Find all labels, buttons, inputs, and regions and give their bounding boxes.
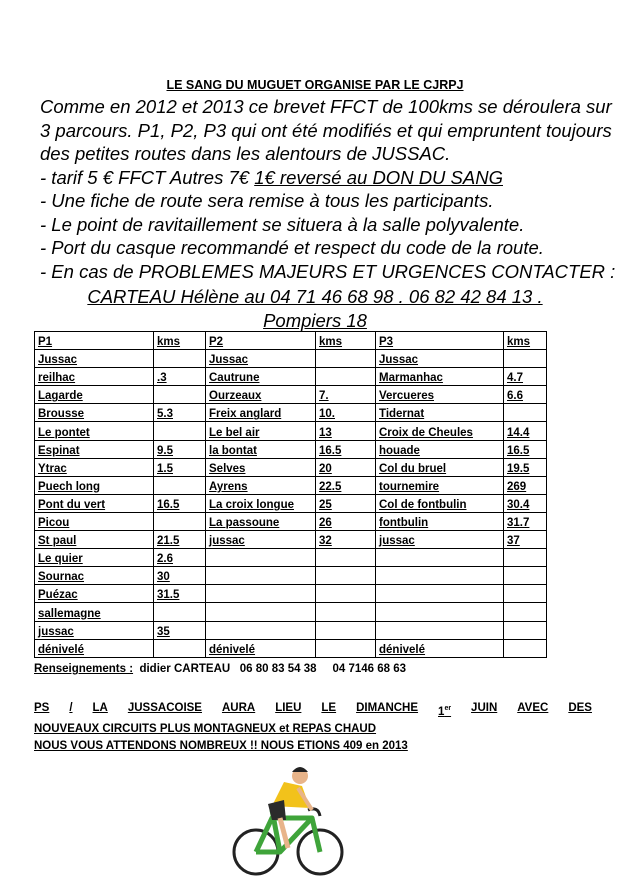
table-row (35, 603, 547, 621)
place-cell (376, 603, 504, 621)
table-row (35, 639, 547, 657)
ps-word: LIEU (275, 702, 302, 714)
kms-cell (504, 567, 547, 585)
ps-word: 1 (438, 705, 445, 718)
table-row (35, 531, 547, 549)
kms-cell: 16.5 (316, 440, 376, 458)
kms-cell (316, 603, 376, 621)
place-cell: Picou (35, 512, 154, 530)
fiche-line: - Une fiche de route sera remise à tous les participants. (40, 190, 494, 211)
place-cell: Col de fontbulin (376, 494, 504, 512)
kms-cell (316, 549, 376, 567)
place-cell: la bontat (206, 440, 316, 458)
kms-cell (504, 639, 547, 657)
place-cell: jussac (206, 531, 316, 549)
table-row (35, 494, 547, 512)
intro-line-2: 3 parcours. P1, P2, P3 qui ont été modifiés et qui empruntent toujours (40, 119, 612, 141)
table-row (35, 549, 547, 567)
place-cell (376, 549, 504, 567)
ps-line-3: NOUS VOUS ATTENDONS NOMBREUX !! NOUS ETIONS 409 en 2013 (34, 739, 408, 752)
intro-text (40, 95, 616, 283)
place-cell: reilhac (35, 368, 154, 386)
urgence-line: - En cas de PROBLEMES MAJEURS ET URGENCES CONTACTER : (40, 260, 616, 282)
contact-line: CARTEAU Hélène au 04 71 46 68 98 . 06 82 42 84 13 . (87, 286, 543, 307)
ravito-line: - Le point de ravitaillement se situera à la salle polyvalente. (40, 213, 525, 235)
kms-cell (316, 585, 376, 603)
kms-cell (504, 603, 547, 621)
kms-cell: 16.5 (504, 440, 547, 458)
ps-word: JUIN (471, 702, 498, 714)
place-cell: St paul (35, 531, 154, 549)
table-row (35, 476, 547, 494)
place-cell: Le bel air (206, 422, 316, 440)
tarif-line (40, 166, 600, 190)
place-cell: Le pontet (35, 422, 154, 440)
cyclist-illustration (228, 760, 348, 880)
kms-cell (316, 567, 376, 585)
table-row (35, 458, 547, 476)
table-row (35, 585, 547, 603)
table-row (35, 440, 547, 458)
place-cell (376, 621, 504, 639)
kms-cell: 14.4 (504, 422, 547, 440)
place-cell: sallemagne (35, 603, 154, 621)
kms-cell: 9.5 (154, 440, 206, 458)
kms-cell: 16.5 (154, 494, 206, 512)
place-cell (376, 585, 504, 603)
place-cell: Jussac (206, 350, 316, 368)
kms-cell (316, 621, 376, 639)
tarif-text: - tarif 5 € FFCT Autres 7€ (40, 166, 255, 188)
place-cell (206, 567, 316, 585)
kms-cell: 31.5 (154, 585, 206, 603)
kms-cell: 30.4 (504, 494, 547, 512)
kms-cell: 20 (316, 458, 376, 476)
kms-cell: kms (316, 332, 376, 350)
kms-cell (154, 512, 206, 530)
kms-cell: 26 (316, 512, 376, 530)
kms-cell: .3 (154, 368, 206, 386)
place-cell: dénivelé (206, 639, 316, 657)
table-row (35, 386, 547, 404)
table-header-row (35, 332, 547, 350)
page-title: LE SANG DU MUGUET ORGANISE PAR LE CJRPJ (166, 78, 464, 92)
kms-cell: kms (154, 332, 206, 350)
kms-cell (154, 639, 206, 657)
kms-cell: 19.5 (504, 458, 547, 476)
kms-cell: kms (504, 332, 547, 350)
place-cell: Sournac (35, 567, 154, 585)
place-cell: Ourzeaux (206, 386, 316, 404)
kms-cell: 31.7 (504, 512, 547, 530)
place-cell: La croix longue (206, 494, 316, 512)
ps-word: AVEC (517, 702, 549, 714)
rider-leg (280, 818, 288, 848)
place-cell: Pont du vert (35, 494, 154, 512)
place-cell: Col du bruel (376, 458, 504, 476)
kms-cell (316, 639, 376, 657)
kms-cell: 22.5 (316, 476, 376, 494)
place-cell (206, 621, 316, 639)
don-du-sang-text: 1€ reversé au DON DU SANG (254, 166, 503, 188)
place-cell: Jussac (35, 350, 154, 368)
table-row (35, 422, 547, 440)
table-row (35, 368, 547, 386)
kms-cell (504, 350, 547, 368)
kms-cell (154, 422, 206, 440)
place-cell (206, 585, 316, 603)
ps-word: LE (321, 702, 337, 714)
place-cell: P3 (376, 332, 504, 350)
place-cell: P2 (206, 332, 316, 350)
bike-fork (312, 818, 320, 852)
kms-cell (504, 404, 547, 422)
place-cell (206, 603, 316, 621)
table-row (35, 512, 547, 530)
place-cell: fontbulin (376, 512, 504, 530)
pompiers-line: Pompiers 18 (263, 310, 367, 331)
place-cell (376, 567, 504, 585)
place-cell: Espinat (35, 440, 154, 458)
ps-word: PS (34, 702, 50, 714)
place-cell: Croix de Cheules (376, 422, 504, 440)
intro-line-3: des petites routes dans les alentours de JUSSAC. (40, 143, 451, 164)
kms-cell (154, 350, 206, 368)
routes-table-body (35, 332, 547, 658)
kms-cell (316, 368, 376, 386)
kms-cell (154, 476, 206, 494)
place-cell: Brousse (35, 404, 154, 422)
ps-superscript: er (444, 705, 452, 712)
place-cell: Lagarde (35, 386, 154, 404)
kms-cell (316, 350, 376, 368)
place-cell: dénivelé (35, 639, 154, 657)
kms-cell: 4.7 (504, 368, 547, 386)
place-cell: jussac (35, 621, 154, 639)
ps-block (34, 700, 592, 755)
place-cell: Ytrac (35, 458, 154, 476)
ps-date-word (438, 700, 451, 721)
kms-cell (504, 549, 547, 567)
intro-line-1: Comme en 2012 et 2013 ce brevet FFCT de 100kms se déroulera sur (40, 96, 612, 117)
ps-word: / (69, 702, 73, 714)
kms-cell (504, 585, 547, 603)
place-cell: Jussac (376, 350, 504, 368)
table-row (35, 621, 547, 639)
kms-cell: 6.6 (504, 386, 547, 404)
place-cell: tournemire (376, 476, 504, 494)
place-cell: Freix anglard (206, 404, 316, 422)
kms-cell: 35 (154, 621, 206, 639)
casque-line: - Port du casque recommandé et respect du code de la route. (40, 237, 544, 258)
kms-cell: 30 (154, 567, 206, 585)
kms-cell (154, 603, 206, 621)
kms-cell (154, 386, 206, 404)
routes-table (34, 331, 547, 658)
kms-cell: 10. (316, 404, 376, 422)
ps-word: AURA (221, 702, 256, 714)
ps-line-1 (34, 700, 592, 721)
ps-word: DIMANCHE (356, 702, 419, 714)
place-cell: Vercueres (376, 386, 504, 404)
ps-line-2: NOUVEAUX CIRCUITS PLUS MONTAGNEUX et REPAS CHAUD (34, 722, 377, 735)
ps-word: JUSSACOISE (127, 702, 202, 714)
renseignements-line (34, 663, 406, 675)
place-cell: Tidernat (376, 404, 504, 422)
place-cell: Puech long (35, 476, 154, 494)
place-cell: Cautrune (206, 368, 316, 386)
place-cell: jussac (376, 531, 504, 549)
place-cell (206, 549, 316, 567)
place-cell: Ayrens (206, 476, 316, 494)
helmet-icon (292, 767, 308, 772)
kms-cell: 25 (316, 494, 376, 512)
place-cell: Le quier (35, 549, 154, 567)
place-cell: Puézac (35, 585, 154, 603)
place-cell: Marmanhac (376, 368, 504, 386)
place-cell: houade (376, 440, 504, 458)
place-cell: dénivelé (376, 639, 504, 657)
table-row (35, 404, 547, 422)
table-row (35, 350, 547, 368)
renseignements-text: didier CARTEAU 06 80 83 54 38 04 7146 68 63 (133, 663, 407, 675)
kms-cell: 7. (316, 386, 376, 404)
kms-cell: 2.6 (154, 549, 206, 567)
kms-cell: 13 (316, 422, 376, 440)
kms-cell: 1.5 (154, 458, 206, 476)
renseignements-label: Renseignements : (34, 663, 134, 675)
kms-cell: 21.5 (154, 531, 206, 549)
table-row (35, 567, 547, 585)
kms-cell: 5.3 (154, 404, 206, 422)
kms-cell (504, 621, 547, 639)
place-cell: P1 (35, 332, 154, 350)
ps-word: LA (92, 702, 108, 714)
place-cell: La passoune (206, 512, 316, 530)
place-cell: Selves (206, 458, 316, 476)
ps-word: DES (568, 702, 592, 714)
kms-cell: 32 (316, 531, 376, 549)
kms-cell: 37 (504, 531, 547, 549)
kms-cell: 269 (504, 476, 547, 494)
